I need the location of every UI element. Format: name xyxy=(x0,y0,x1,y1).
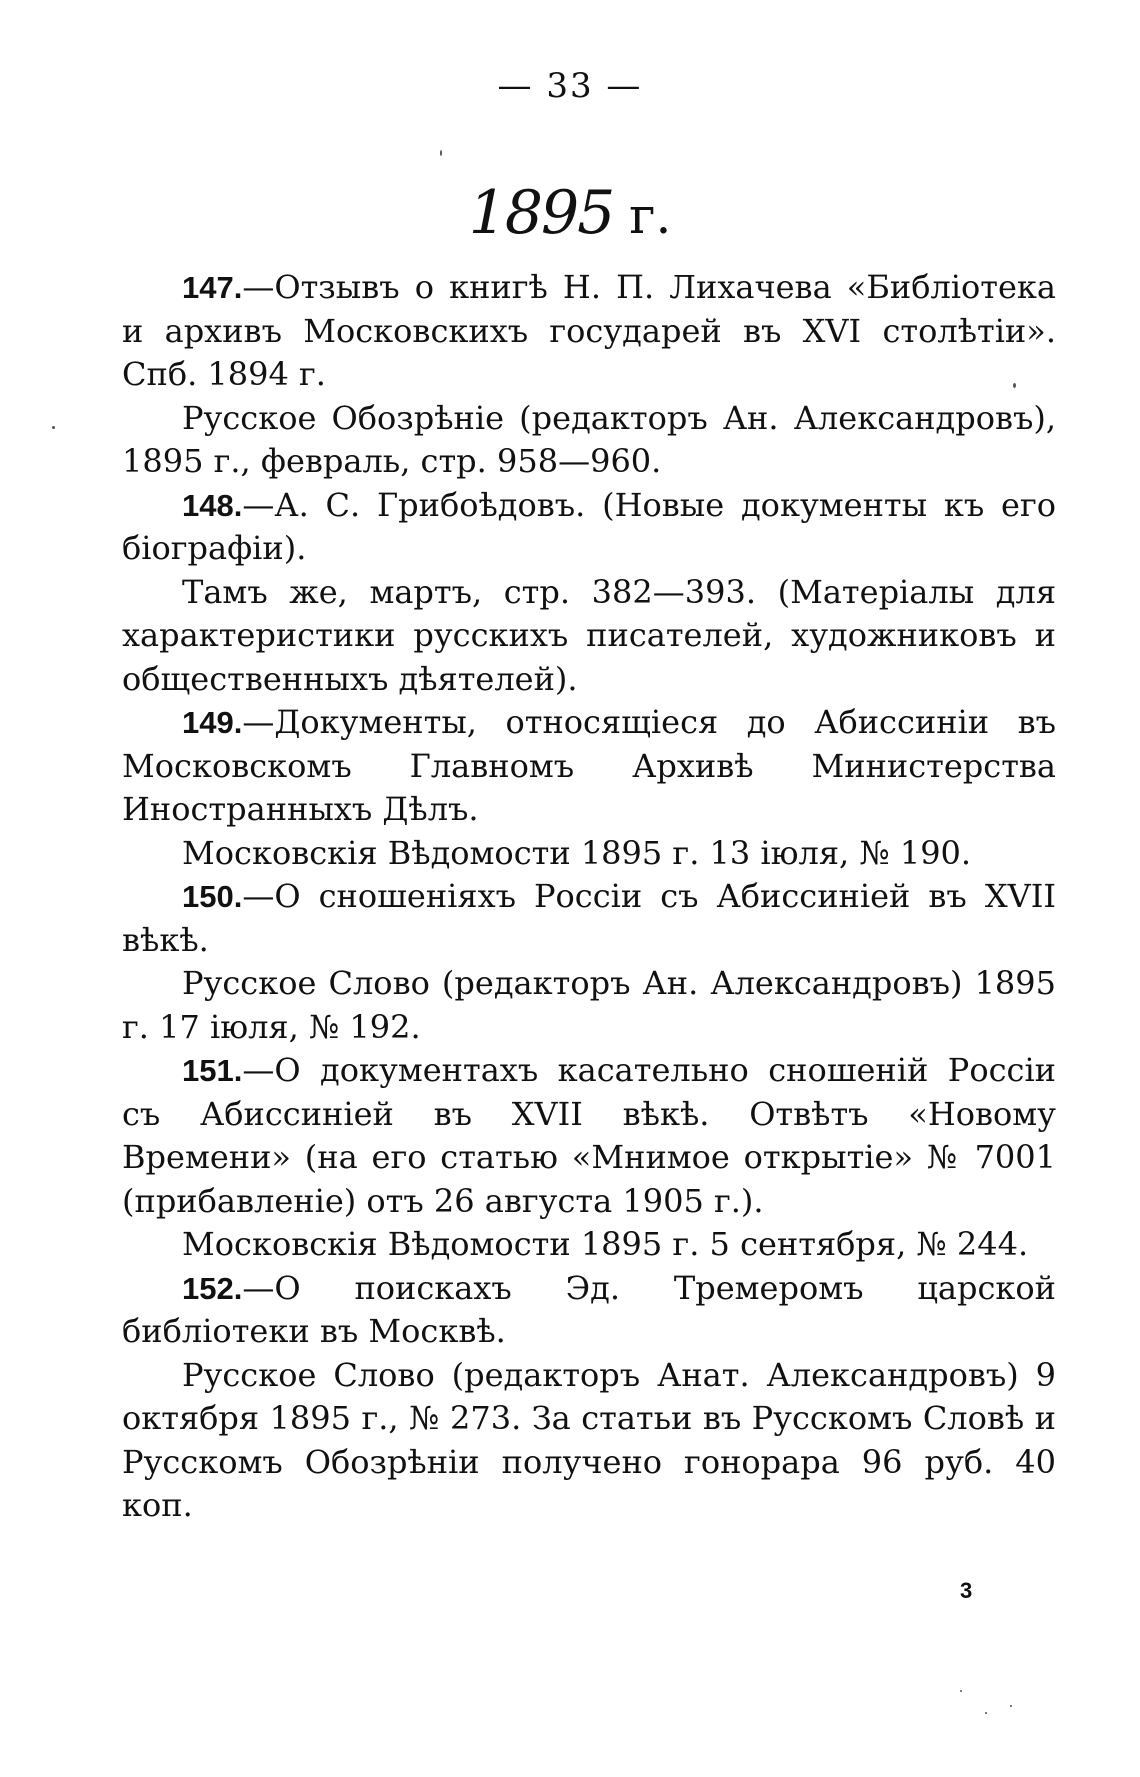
entry-title-text: —Документы, относящіеся до Абиссиніи въ Московскомъ Главномъ Архивѣ Министерства Иностранныхъ Дѣлъ. xyxy=(122,703,1056,828)
year-number: 1895 xyxy=(468,178,614,248)
entry-source: Русское Обозрѣніе (редакторъ Ан. Александровъ), 1895 г., февраль, стр. 958—960. xyxy=(122,398,1056,480)
entry-number: 152. xyxy=(182,1270,243,1306)
paper-speck xyxy=(440,150,442,156)
entry-number: 149. xyxy=(182,705,243,740)
entry-source: Тамъ же, мартъ, стр. 382—393. (Матеріалы для характеристики русскихъ писателей, художниковъ и общественныхъ дѣятелей). xyxy=(122,572,1056,698)
paper-speck xyxy=(1010,1705,1012,1707)
paper-speck xyxy=(960,1690,962,1692)
entry-147 xyxy=(122,266,1056,484)
year-heading xyxy=(0,178,1140,248)
entry-number: 147. xyxy=(182,270,243,305)
entry-151 xyxy=(122,1049,1056,1267)
entry-title-text: —А. С. Грибоѣдовъ. (Новые документы къ его біографіи). xyxy=(122,485,1056,567)
paper-speck xyxy=(1013,383,1016,388)
entry-title xyxy=(122,1049,1056,1223)
entry-title-text: —Отзывъ о книгѣ Н. П. Лихачева «Библіотека и архивъ Московскихъ государей въ XVI столѣтіи». Спб. 1894 г. xyxy=(122,268,1056,393)
entry-title-text: —О документахъ касательно сношеній Россіи съ Абиссиніей въ XVII вѣкѣ. Отвѣтъ «Новому Времени» (на его статью «Мнимое открытіе» № 7001 (прибавленіе) отъ 26 августа 1905 г.). xyxy=(122,1051,1056,1220)
entry-title xyxy=(122,1267,1056,1354)
entry-title xyxy=(122,875,1056,962)
bibliography-list xyxy=(122,266,1056,1528)
entry-source: Русское Слово (редакторъ Ан. Александровъ) 1895 г. 17 іюля, № 192. xyxy=(122,964,1056,1046)
entry-title xyxy=(122,484,1056,571)
entry-150 xyxy=(122,875,1056,1049)
entry-title xyxy=(122,701,1056,832)
entry-source: Русское Слово (редакторъ Анат. Александровъ) 9 октября 1895 г., № 273. За статьи въ Русскомъ Словѣ и Русскомъ Обозрѣніи получено гонорара 96 руб. 40 коп. xyxy=(122,1355,1056,1524)
page-number: — 33 — xyxy=(497,66,643,106)
paper-speck xyxy=(52,426,55,429)
printer-signature-mark: 3 xyxy=(960,1578,973,1603)
entry-148 xyxy=(122,484,1056,702)
entry-source: Московскія Вѣдомости 1895 г. 5 сентября, № 244. xyxy=(182,1225,1029,1263)
entry-title-text: —О поискахъ Эд. Тремеромъ царской библіотеки въ Москвѣ. xyxy=(122,1268,1056,1350)
entry-number: 151. xyxy=(182,1053,243,1088)
entry-source: Московскія Вѣдомости 1895 г. 13 іюля, № 190. xyxy=(182,833,972,872)
paper-speck xyxy=(985,1712,987,1714)
entry-number: 150. xyxy=(182,879,243,914)
entry-149 xyxy=(122,701,1056,875)
year-suffix: г. xyxy=(629,187,672,245)
entry-title-text: —О сношеніяхъ Россіи съ Абиссиніей въ XVII вѣкѣ. xyxy=(122,877,1056,959)
entry-152 xyxy=(122,1267,1056,1528)
entry-title xyxy=(122,266,1056,397)
entry-number: 148. xyxy=(182,487,243,523)
